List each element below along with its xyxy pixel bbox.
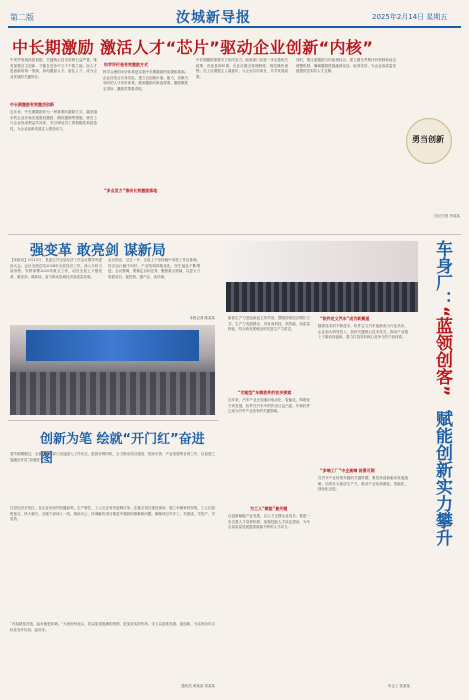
top-article [10, 58, 460, 233]
article4-col5: 以创新赋能产业发展，以人才支撑企业成长。要进一步完善人才培养机制，加强技能人才队伍建设，为车企高质量发展提供源源不断的人才动力。 [228, 514, 310, 530]
masthead [0, 0, 469, 28]
top-article-col2: 科学合理的评价体系是实施中长期激励的前提和基础。企业应结合自身实际，建立以创新价值、能力、贡献为导向的人才评价体系，做到激励对象选得准、激励额度定得好、激励效果看得见。 [103, 70, 188, 91]
article3-col2: 在县经济开发区，各企业车间内机器轰鸣、生产繁忙，工人们正有序赶制订单。在重点项目建设现场，施工车辆来回穿梭，工人们加班加点、热火朝天。各级干部深入一线，现场办公，协调解决项目推进中遇到的困难和问题，确保项目早开工、早建成、早投产、早见效。 [10, 506, 215, 522]
article4-col2: 近年来，汽车产业正加速向电动化、智能化、网联化方向发展，软件在汽车中的作用日益凸显。车载软件已成为汽车产业竞争的关键领域。 [228, 398, 310, 414]
article4-subhead1: “功能型”车载软件的初步探索 [238, 390, 292, 395]
headline: 中长期激励 激活人才“芯片”驱动企业创新“内核” [12, 38, 374, 57]
factory-backdrop [226, 241, 418, 282]
article2-col2: 会议指出，过去一年，全县上下坚持稳中求进工作总基调，经济运行稳中向好，产业结构持续优化，民生福祉不断增进。会议强调，要锚定目标任务，聚焦重点领域，以更大力度抓项目、促投资、强产业、优环境。 [108, 258, 200, 279]
top-article-col3: 中长期激励需要多方协同发力。政府部门应进一步完善相关政策，优化营商环境；企业应健全管理制度，规范操作流程；员工应增强主人翁意识，与企业共同成长，共享发展成果。 [196, 58, 288, 79]
vertical-title-prefix: 车身厂： [432, 240, 452, 308]
issue-date: 2025年2月14日 星期五 [372, 13, 448, 21]
top-article-col1b: 近年来，中长期激励作为一种重要的激励方式，越来越多的企业开始实施股权激励、期权激励等措施，使员工与企业形成利益共同体，充分调动员工的积极性和创造性，为企业创新发展注入强劲动力。 [10, 110, 97, 131]
article4-subhead2: “软件定义汽车”成为新赛道 [320, 316, 370, 321]
article4-subhead3: “多端工厂”中企高端 前景可期 [320, 468, 375, 473]
conference-screen [26, 330, 198, 361]
divider-mid [8, 420, 218, 421]
vertical-title-suffix: 赋能创新实力攀升 [432, 410, 452, 546]
article2-title: 强变革 敢亮剑 谋新局 [30, 243, 166, 259]
article4-col1: 新质生产力是创新起主导作用，摆脱传统经济增长方式、生产力发展路径，具有高科技、高效能、高质量特征，符合新发展理念的先进生产力质态。 [228, 316, 310, 332]
article4-byline: 车企工 张某某 [387, 684, 410, 688]
conference-photo [10, 325, 215, 415]
vertical-title-highlight: “蓝领创客” [432, 306, 452, 397]
article3-col3: “开局就是决战，起步就是冲刺。”大家纷纷表示，将以更加饱满的热情、更加务实的作风，全力以赴抓发展、促创新，为实现全年目标任务开好局、起好步。 [10, 622, 215, 632]
article4-subhead4: 为工人“赋能”最关键 [250, 506, 288, 511]
factory-photo [226, 241, 418, 312]
article2-col1: 【本报讯】2月13日，县委召开全县经济工作会议暨作风建设大会。会议全面总结2024年全县经济工作，深入分析当前形势，安排部署2025年重点工作，动员全县上下强变革、敢亮剑、谋新局，奋力推动县域经济高质量发展。 [10, 258, 102, 279]
vertical-title [418, 240, 463, 690]
article3-col1: 春节假期刚过，全县各地各部门迅速进入工作状态，抢抓有利时机，全力推动项目建设、招商引资、产业发展等各项工作，以奋进之姿跑出开局“加速度”。 [10, 452, 215, 462]
article4-col4: 在汽车产业转型升级的关键时期，要坚持创新驱动发展战略，培育壮大新质生产力，推动产业向高端化、智能化、绿色化迈进。 [318, 476, 408, 492]
newspaper-logo: 汝城新导报 [176, 10, 251, 26]
factory-crowd [226, 282, 418, 312]
article3-byline: 通讯员 黄某某 刘某某 [181, 684, 215, 688]
innovation-badge [402, 116, 454, 168]
badge-label: 勇当创新 [412, 135, 444, 144]
article3-title: 创新为笔 绘就“开门红”奋进图 [40, 432, 205, 466]
divider-top [8, 234, 461, 235]
masthead-rule [8, 26, 461, 28]
top-article-col4: 同时，要注重激励与约束相结合，建立健全考核评价机制和动态调整机制，确保激励措施落到实处、取得实效，为企业高质量发展提供坚实的人才支撑。 [296, 58, 396, 74]
page-number: 第二版 [10, 13, 34, 22]
top-article-subhead3: “多点发力”推动长效激励落地 [104, 188, 158, 193]
article4-col3: 随着技术的不断进步，软件定义汽车逐渐成为行业共识。企业加大研发投入，加快关键核心技术攻关，推动产业链上下游协同创新，着力打造具有核心竞争力的产品体系。 [318, 324, 408, 340]
article2-byline: 本报记者 陈某某 [189, 316, 215, 320]
top-article-subhead2: 科学评价是有效激励方式 [104, 62, 148, 67]
top-article-author: 经济日报 李某某 [434, 214, 460, 218]
top-article-subhead1: 中长期激励有效激活创新 [10, 102, 54, 107]
top-article-col1: 中美贸易战持续加剧，关键核心技术封锁日益严重，唯有加强自主创新，才能在竞争中立于不败之地。而人才是创新的第一资源，如何激励人才、留住人才，成为企业发展的关键所在。 [10, 58, 97, 79]
conference-audience [10, 372, 215, 415]
